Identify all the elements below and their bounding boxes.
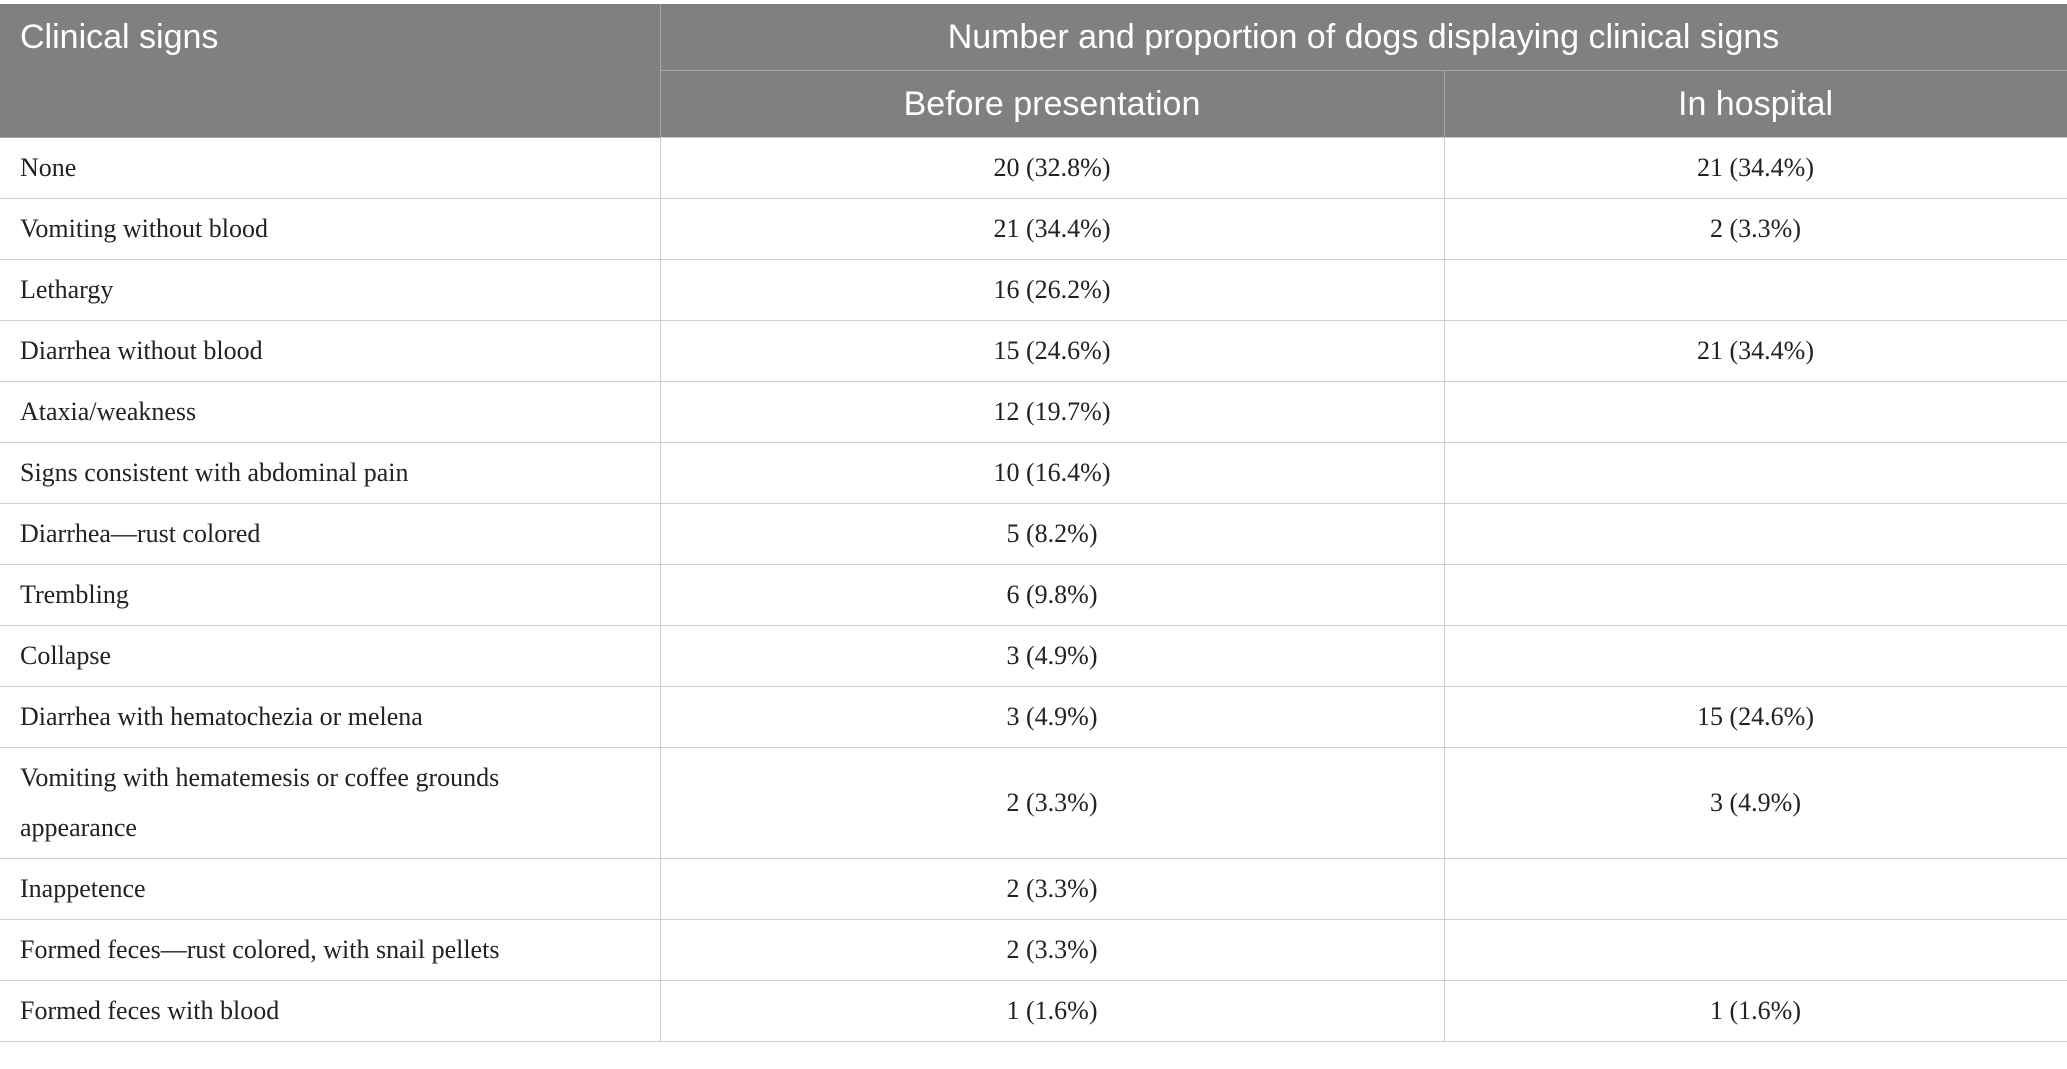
table-row [0,687,2067,748]
table-row [0,199,2067,260]
before-cell: 15 (24.6%) [660,321,1444,382]
hospital-cell [1444,443,2067,504]
sign-cell: Vomiting without blood [0,199,660,260]
hospital-cell: 21 (34.4%) [1444,138,2067,199]
hospital-cell [1444,920,2067,981]
sign-cell: Ataxia/weakness [0,382,660,443]
table-row [0,626,2067,687]
header-group-number-proportion: Number and proportion of dogs displaying clinical signs [660,4,2067,71]
sign-cell [0,748,660,859]
hospital-cell [1444,382,2067,443]
table-row [0,920,2067,981]
table-row [0,859,2067,920]
header-before-presentation: Before presentation [660,71,1444,138]
table-row [0,981,2067,1042]
hospital-cell: 21 (34.4%) [1444,321,2067,382]
before-cell: 10 (16.4%) [660,443,1444,504]
before-cell: 12 (19.7%) [660,382,1444,443]
table-row [0,443,2067,504]
hospital-cell [1444,626,2067,687]
sign-cell: Formed feces—rust colored, with snail pellets [0,920,660,981]
before-cell: 2 (3.3%) [660,748,1444,859]
hospital-cell: 3 (4.9%) [1444,748,2067,859]
hospital-cell: 15 (24.6%) [1444,687,2067,748]
sign-cell: Formed feces with blood [0,981,660,1042]
sign-cell: Lethargy [0,260,660,321]
table-body [0,138,2067,1042]
header-row-1 [0,4,2067,71]
header-clinical-signs: Clinical signs [0,4,660,138]
before-cell: 6 (9.8%) [660,565,1444,626]
before-cell: 2 (3.3%) [660,859,1444,920]
sign-cell: Inappetence [0,859,660,920]
hospital-cell [1444,504,2067,565]
table-row [0,565,2067,626]
before-cell: 5 (8.2%) [660,504,1444,565]
table-row [0,260,2067,321]
before-cell: 3 (4.9%) [660,626,1444,687]
hospital-cell [1444,565,2067,626]
sign-cell: Collapse [0,626,660,687]
table-row [0,382,2067,443]
hospital-cell [1444,260,2067,321]
table-header [0,4,2067,138]
before-cell: 20 (32.8%) [660,138,1444,199]
before-cell: 1 (1.6%) [660,981,1444,1042]
hospital-cell [1444,859,2067,920]
hospital-cell: 2 (3.3%) [1444,199,2067,260]
table-row [0,504,2067,565]
sign-cell: Diarrhea without blood [0,321,660,382]
clinical-signs-table [0,4,2067,1042]
before-cell: 3 (4.9%) [660,687,1444,748]
hospital-cell: 1 (1.6%) [1444,981,2067,1042]
sign-text-line-1: Vomiting with hematemesis or coffee grounds [20,763,500,792]
sign-cell: Diarrhea—rust colored [0,504,660,565]
table-row [0,321,2067,382]
header-in-hospital: In hospital [1444,71,2067,138]
table-row [0,748,2067,859]
sign-cell: Diarrhea with hematochezia or melena [0,687,660,748]
before-cell: 2 (3.3%) [660,920,1444,981]
before-cell: 21 (34.4%) [660,199,1444,260]
sign-cell: Trembling [0,565,660,626]
sign-cell: None [0,138,660,199]
table-row [0,138,2067,199]
sign-cell: Signs consistent with abdominal pain [0,443,660,504]
sign-text-line-2: appearance [20,813,137,842]
before-cell: 16 (26.2%) [660,260,1444,321]
